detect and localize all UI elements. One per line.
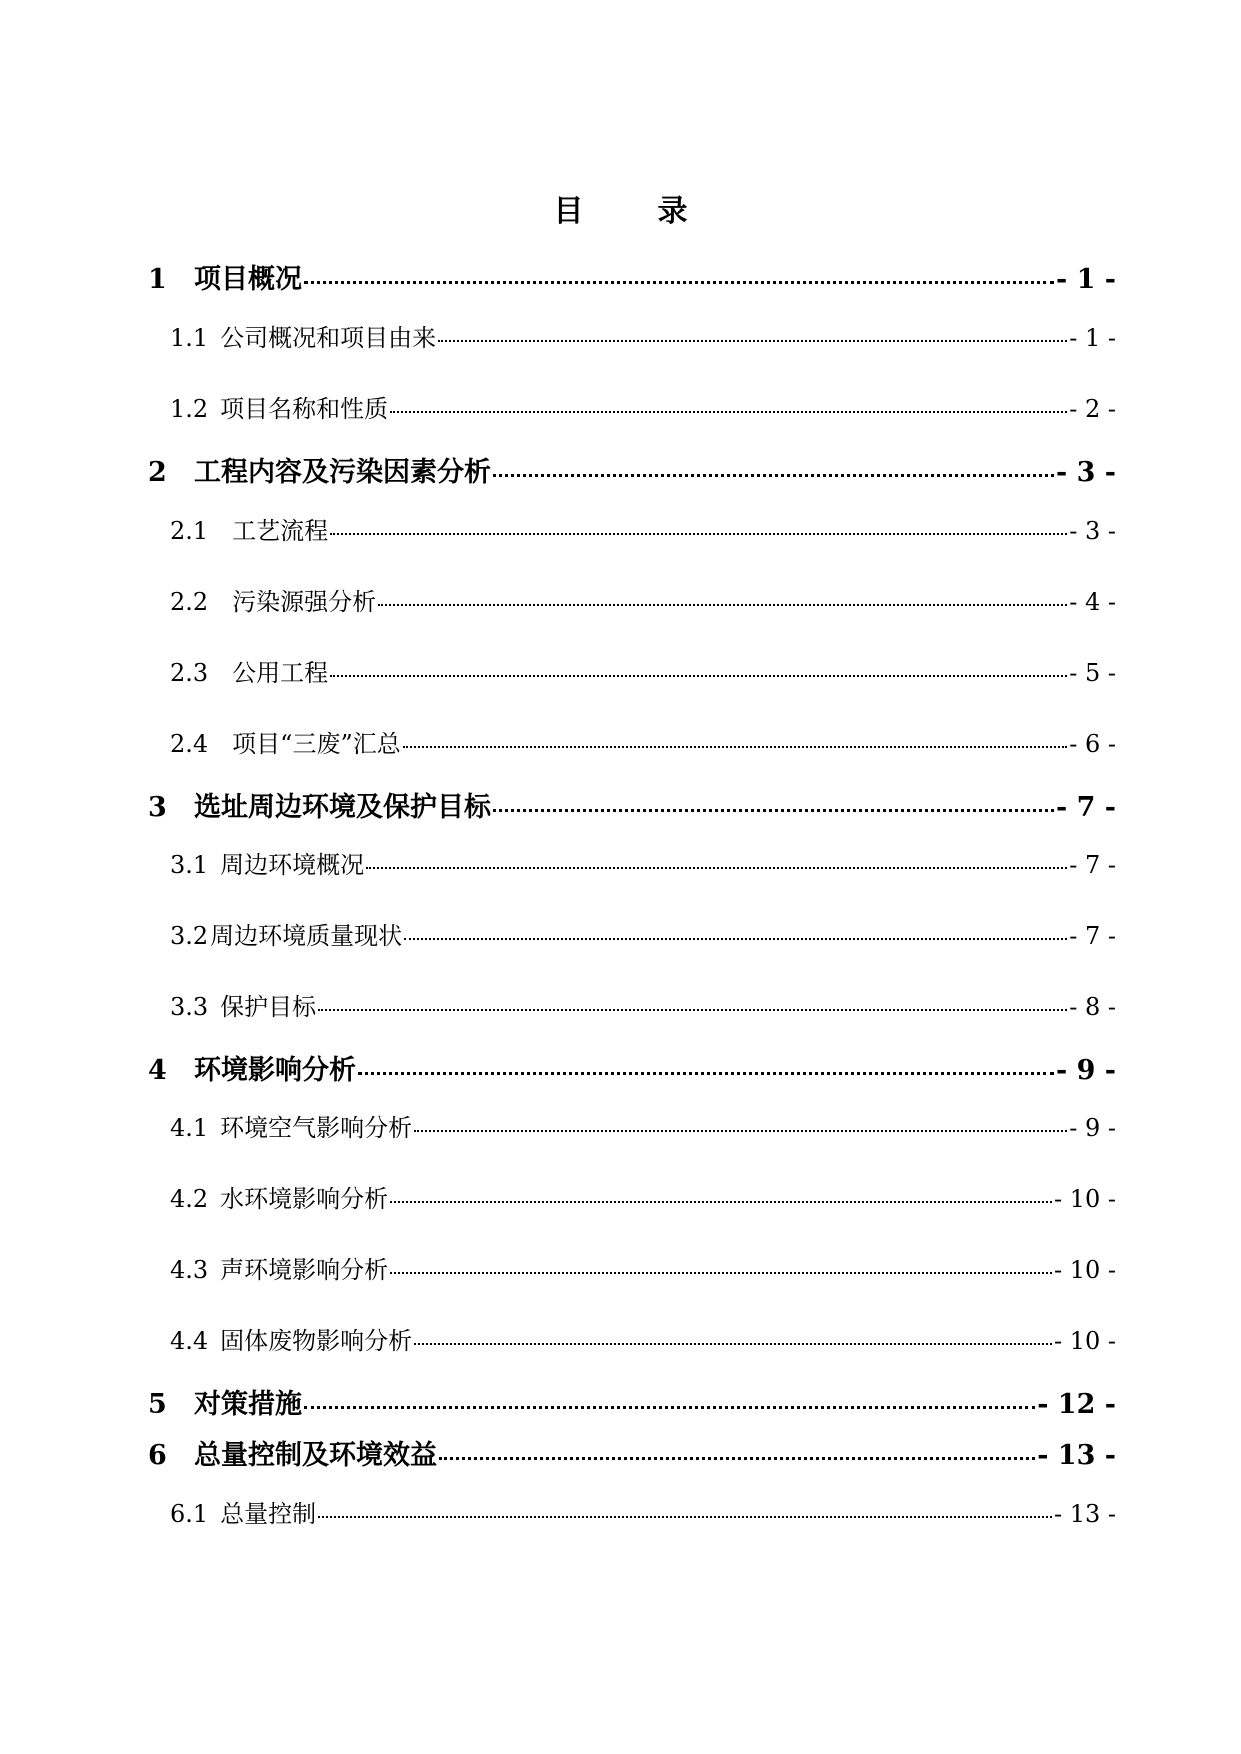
toc-leader-dots: [304, 1406, 1035, 1409]
toc-entry-number: 5: [148, 1389, 167, 1420]
toc-entry-label: 项目名称和性质: [220, 395, 389, 423]
toc-entry-label: 公司概况和项目由来: [220, 324, 437, 352]
toc-entry-page: - 5 -: [1069, 659, 1116, 687]
toc-entry-label: 周边环境概况: [220, 851, 365, 879]
toc-entry-number: 6: [148, 1440, 167, 1471]
toc-entry-number: 2.4: [170, 730, 209, 758]
toc-entry-label: 工程内容及污染因素分析: [194, 457, 491, 488]
toc-leader-dots: [330, 533, 1067, 535]
toc-entry-page: - 2 -: [1069, 395, 1116, 423]
toc-entry-label: 对策措施: [194, 1389, 302, 1420]
toc-leader-dots: [390, 1272, 1052, 1274]
toc-leader-dots: [378, 604, 1067, 606]
toc-leader-dots: [330, 675, 1067, 677]
toc-entry-page: - 10 -: [1053, 1256, 1116, 1284]
toc-entry-page: - 7 -: [1069, 851, 1116, 879]
toc-entry-2-3[interactable]: [170, 653, 1116, 688]
toc-entry-6-1[interactable]: [170, 1494, 1116, 1529]
toc-leader-dots: [318, 1009, 1067, 1011]
toc-leader-dots: [358, 1072, 1054, 1075]
toc-entry-4[interactable]: [148, 1048, 1116, 1087]
toc-entry-page: - 1 -: [1069, 324, 1116, 352]
toc-entry-number: 3: [148, 792, 167, 823]
toc-entry-4-1[interactable]: [170, 1108, 1116, 1143]
toc-leader-dots: [493, 474, 1054, 477]
toc-entry-page: - 9 -: [1069, 1114, 1116, 1142]
toc-leader-dots: [403, 746, 1068, 748]
toc-entry-label: 环境空气影响分析: [220, 1114, 413, 1142]
toc-entry-label: 选址周边环境及保护目标: [194, 792, 491, 823]
toc-entry-label: 水环境影响分析: [220, 1185, 389, 1213]
toc-entry-page: - 8 -: [1069, 993, 1116, 1021]
toc-leader-dots: [404, 938, 1067, 940]
toc-entry-number: 6.1: [170, 1500, 209, 1528]
toc-entry-page: - 4 -: [1069, 588, 1116, 616]
toc-title-char-1: 目: [553, 194, 584, 229]
toc-leader-dots: [366, 867, 1067, 869]
toc-entry-4-2[interactable]: [170, 1179, 1116, 1214]
toc-entry-number: 1: [148, 264, 167, 295]
toc-entry-2-1[interactable]: [170, 511, 1116, 546]
toc-entry-number: 3.3: [170, 993, 209, 1021]
toc-entry-number: 3.1: [170, 851, 209, 879]
toc-entry-label: 总量控制及环境效益: [194, 1440, 437, 1471]
toc-entry-label: 项目概况: [194, 264, 302, 295]
toc-entry-label: 项目“三废”汇总: [232, 730, 401, 758]
toc-leader-dots: [414, 1343, 1052, 1345]
toc-entry-label: 环境影响分析: [194, 1055, 356, 1086]
toc-entry-page: - 6 -: [1069, 730, 1116, 758]
toc-entry-3-2[interactable]: [170, 916, 1116, 951]
toc-entry-label: 周边环境质量现状: [210, 922, 403, 950]
toc-entry-1[interactable]: [148, 257, 1116, 296]
toc-title-char-2: 录: [657, 194, 688, 229]
toc-entry-number: 2.2: [170, 588, 209, 616]
toc-entry-2-2[interactable]: [170, 582, 1116, 617]
toc-entry-3-3[interactable]: [170, 987, 1116, 1022]
toc-entry-page: - 10 -: [1053, 1185, 1116, 1213]
toc-entry-1-2[interactable]: [170, 389, 1116, 424]
toc-entry-page: - 13 -: [1037, 1440, 1116, 1471]
toc-entry-6[interactable]: [148, 1433, 1116, 1472]
toc-leader-dots: [304, 281, 1054, 284]
toc-entry-label: 保护目标: [220, 993, 317, 1021]
toc-entry-number: 1.2: [170, 395, 209, 423]
toc-entry-3-1[interactable]: [170, 845, 1116, 880]
toc-entry-label: 工艺流程: [232, 517, 329, 545]
toc-leader-dots: [438, 340, 1067, 342]
toc-entry-page: - 10 -: [1053, 1327, 1116, 1355]
toc-entry-number: 3.2: [170, 922, 209, 950]
toc-entry-page: - 3 -: [1056, 457, 1116, 488]
toc-entry-4-3[interactable]: [170, 1250, 1116, 1285]
toc-leader-dots: [318, 1516, 1052, 1518]
toc-entry-page: - 7 -: [1069, 922, 1116, 950]
toc-entry-page: - 7 -: [1056, 792, 1116, 823]
toc-leader-dots: [390, 1201, 1052, 1203]
toc-entry-label: 固体废物影响分析: [220, 1327, 413, 1355]
toc-entry-5[interactable]: [148, 1382, 1116, 1421]
toc-entry-label: 污染源强分析: [232, 588, 377, 616]
toc-entry-3[interactable]: [148, 785, 1116, 824]
toc-entry-number: 2: [148, 457, 167, 488]
toc-entry-number: 4.2: [170, 1185, 209, 1213]
toc-leader-dots: [414, 1130, 1067, 1132]
toc-entry-label: 声环境影响分析: [220, 1256, 389, 1284]
toc-entry-page: - 3 -: [1069, 517, 1116, 545]
toc-entry-1-1[interactable]: [170, 318, 1116, 353]
toc-entry-number: 2.3: [170, 659, 209, 687]
toc-entry-2-4[interactable]: [170, 724, 1116, 759]
toc-entry-number: 4: [148, 1055, 167, 1086]
toc-entry-number: 4.1: [170, 1114, 209, 1142]
toc-entry-page: - 9 -: [1056, 1055, 1116, 1086]
toc-entry-label: 公用工程: [232, 659, 329, 687]
toc-leader-dots: [390, 411, 1067, 413]
toc-entry-number: 2.1: [170, 517, 209, 545]
toc-entry-4-4[interactable]: [170, 1321, 1116, 1356]
toc-entry-number: 4.4: [170, 1327, 209, 1355]
toc-entry-number: 1.1: [170, 324, 209, 352]
toc-entry-label: 总量控制: [220, 1500, 317, 1528]
toc-entry-number: 4.3: [170, 1256, 209, 1284]
toc-entry-page: - 13 -: [1053, 1500, 1116, 1528]
toc-leader-dots: [439, 1457, 1035, 1460]
toc-entry-2[interactable]: [148, 450, 1116, 489]
toc-entry-page: - 12 -: [1037, 1389, 1116, 1420]
toc-leader-dots: [493, 809, 1054, 812]
toc-entry-page: - 1 -: [1056, 264, 1116, 295]
